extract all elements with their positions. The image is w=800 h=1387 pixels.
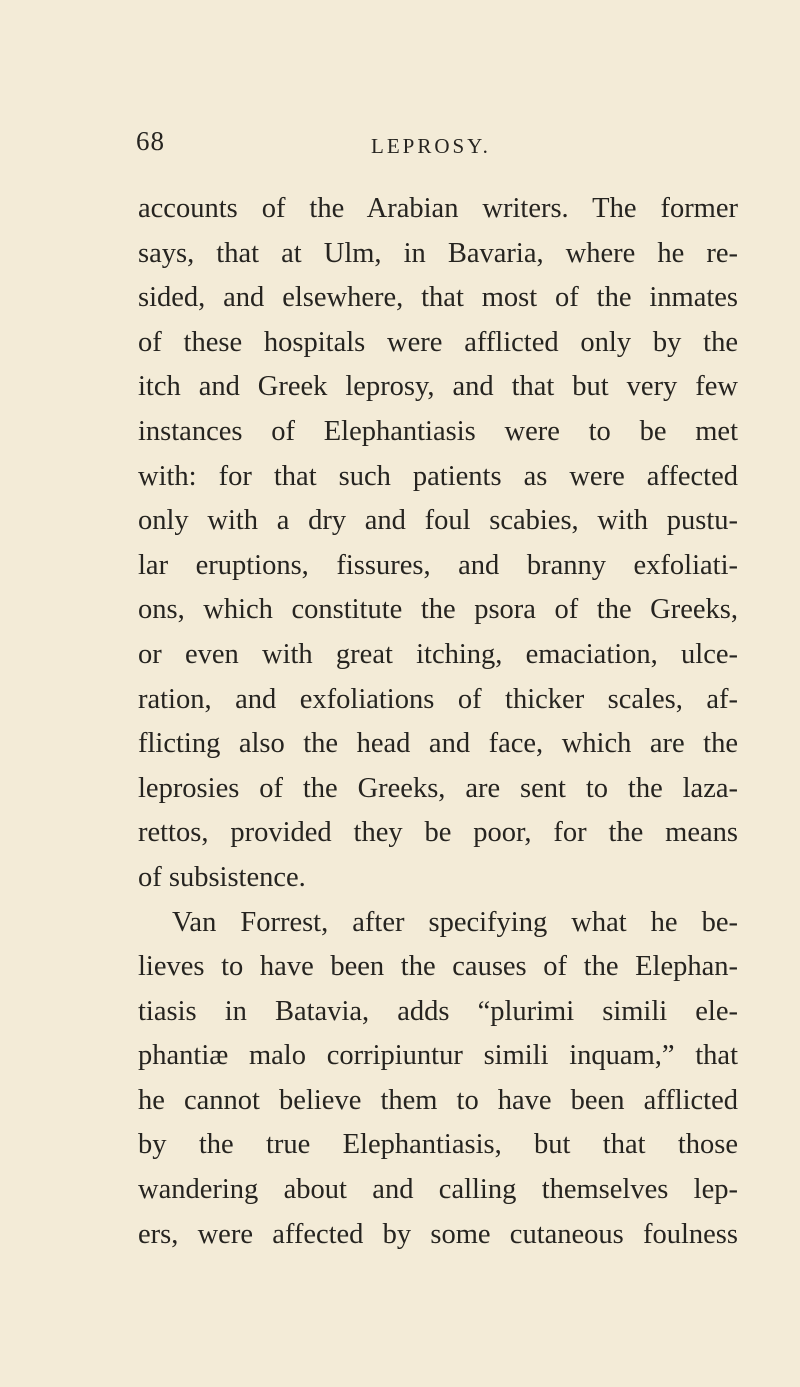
text-line: says, that at Ulm, in Bavaria, where he re- — [138, 237, 738, 269]
paragraph-start-line: Van Forrest, after specifying what he be- — [172, 906, 738, 938]
text-line: with: for that such patients as were affected — [138, 460, 738, 492]
text-line: sided, and elsewhere, that most of the inmates — [138, 282, 738, 314]
text-line: instances of Elephantiasis were to be met — [138, 415, 738, 447]
text-line: flicting also the head and face, which are the — [138, 728, 738, 760]
text-line: ration, and exfoliations of thicker scales, af- — [138, 683, 738, 715]
text-line: rettos, provided they be poor, for the means — [138, 817, 738, 849]
text-line: of these hospitals were afflicted only by the — [138, 326, 738, 358]
page-number: 68 — [136, 126, 165, 156]
text-line: ers, were affected by some cutaneous foulness — [138, 1218, 738, 1250]
text-line: lieves to have been the causes of the Elephan- — [138, 951, 738, 983]
text-line: itch and Greek leprosy, and that but very few — [138, 371, 738, 403]
text-line: or even with great itching, emaciation, ulce- — [138, 638, 738, 670]
paragraph-end-line: of subsistence. — [138, 861, 306, 893]
text-line: leprosies of the Greeks, are sent to the laza- — [138, 772, 738, 804]
body-text — [138, 187, 738, 1257]
text-line: by the true Elephantiasis, but that those — [138, 1129, 738, 1161]
text-line: ons, which constitute the psora of the Greeks, — [138, 594, 738, 626]
text-line: only with a dry and foul scabies, with pustu- — [138, 505, 738, 537]
running-head: LEPROSY. — [371, 134, 491, 158]
text-line: accounts of the Arabian writers. The former — [138, 193, 738, 224]
text-line: wandering about and calling themselves lep- — [138, 1174, 738, 1206]
text-line: he cannot believe them to have been afflicted — [138, 1084, 738, 1116]
text-line: lar eruptions, fissures, and branny exfoliati- — [138, 549, 738, 581]
text-line: phantiæ malo corripiuntur simili inquam,” that — [138, 1040, 738, 1072]
text-line: tiasis in Batavia, adds “plurimi simili ele- — [138, 995, 738, 1027]
